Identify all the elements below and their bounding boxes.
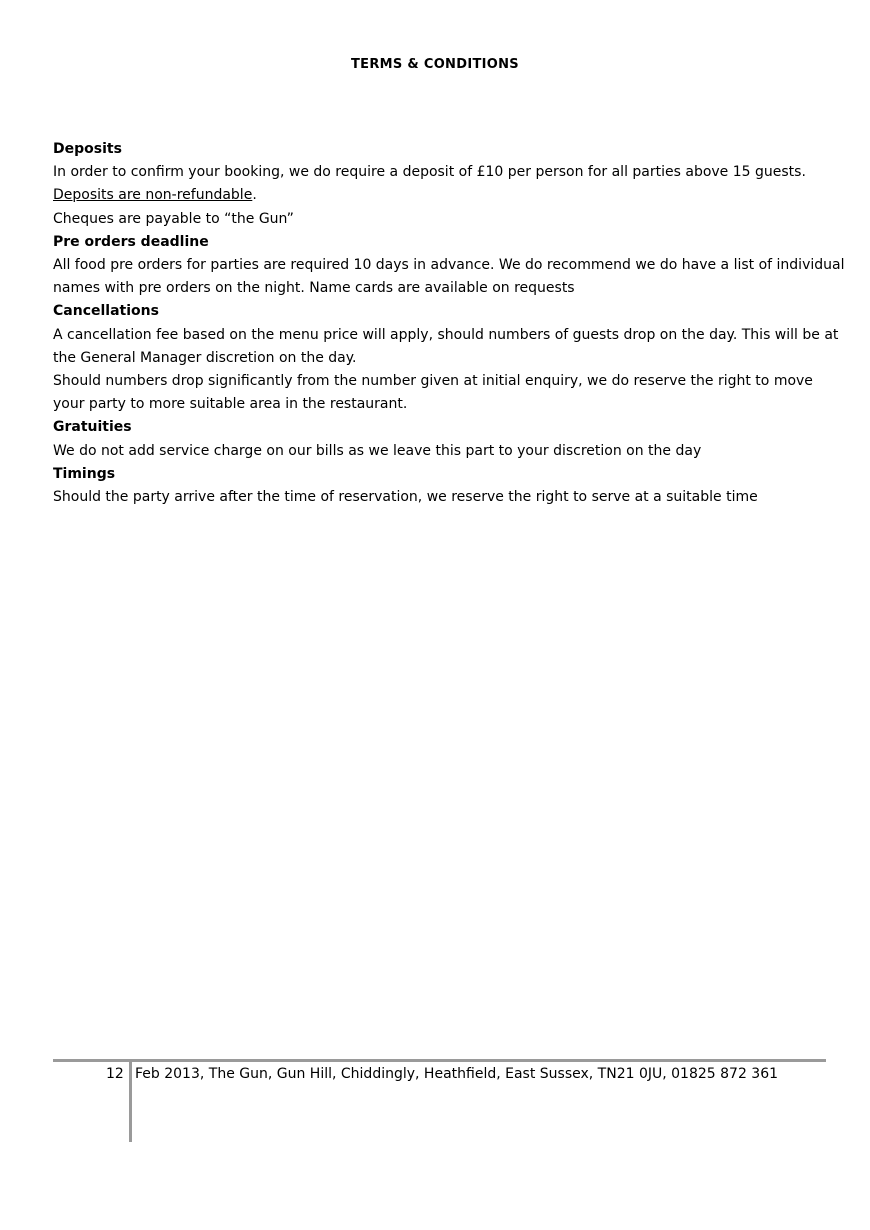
gratuities-heading: Gratuities xyxy=(53,419,132,436)
cancellations-text-line: Should numbers drop significantly from the number given at initial enquiry, we do reserve the right to move xyxy=(53,373,813,390)
footer-address: Feb 2013, The Gun, Gun Hill, Chiddingly, Heathfield, East Sussex, TN21 0JU, 01825 872 361 xyxy=(135,1066,779,1082)
gratuities-text-line: We do not add service charge on our bills as we leave this part to your discretion on the day xyxy=(53,442,702,459)
deposits-heading: Deposits xyxy=(53,141,122,157)
cancellations-text-line: your party to more suitable area in the restaurant. xyxy=(53,396,408,413)
pre-orders-text-line: names with pre orders on the night. Name cards are available on requests xyxy=(53,280,575,297)
cancellations-text-line: A cancellation fee based on the menu price will apply, should numbers of guests drop on the day. This will be at xyxy=(53,326,839,343)
page-title: TERMS & CONDITIONS xyxy=(351,57,519,72)
deposits-text-line: In order to confirm your booking, we do require a deposit of £10 per person for all parties above 15 guests. xyxy=(53,164,806,181)
footer-horizontal-divider xyxy=(53,1059,826,1062)
cancellations-text-line: the General Manager discretion on the day. xyxy=(53,349,357,366)
non-refundable-period: . xyxy=(252,187,257,204)
deposits-refund-line xyxy=(53,184,843,207)
pre-orders-text-line: All food pre orders for parties are required 10 days in advance. We do recommend we do have a list of individual xyxy=(53,257,845,274)
pre-orders-heading: Pre orders deadline xyxy=(53,233,209,250)
timings-heading: Timings xyxy=(53,465,116,482)
cheques-line: Cheques are payable to “the Gun” xyxy=(53,210,294,227)
footer-vertical-divider xyxy=(129,1062,132,1142)
page-number: 12 xyxy=(106,1066,124,1082)
terms-body xyxy=(53,138,843,509)
non-refundable-note: Deposits are non-refundable xyxy=(53,187,253,204)
timings-text-line: Should the party arrive after the time of reservation, we reserve the right to serve at a suitable time xyxy=(53,489,758,506)
cancellations-heading: Cancellations xyxy=(53,303,159,320)
